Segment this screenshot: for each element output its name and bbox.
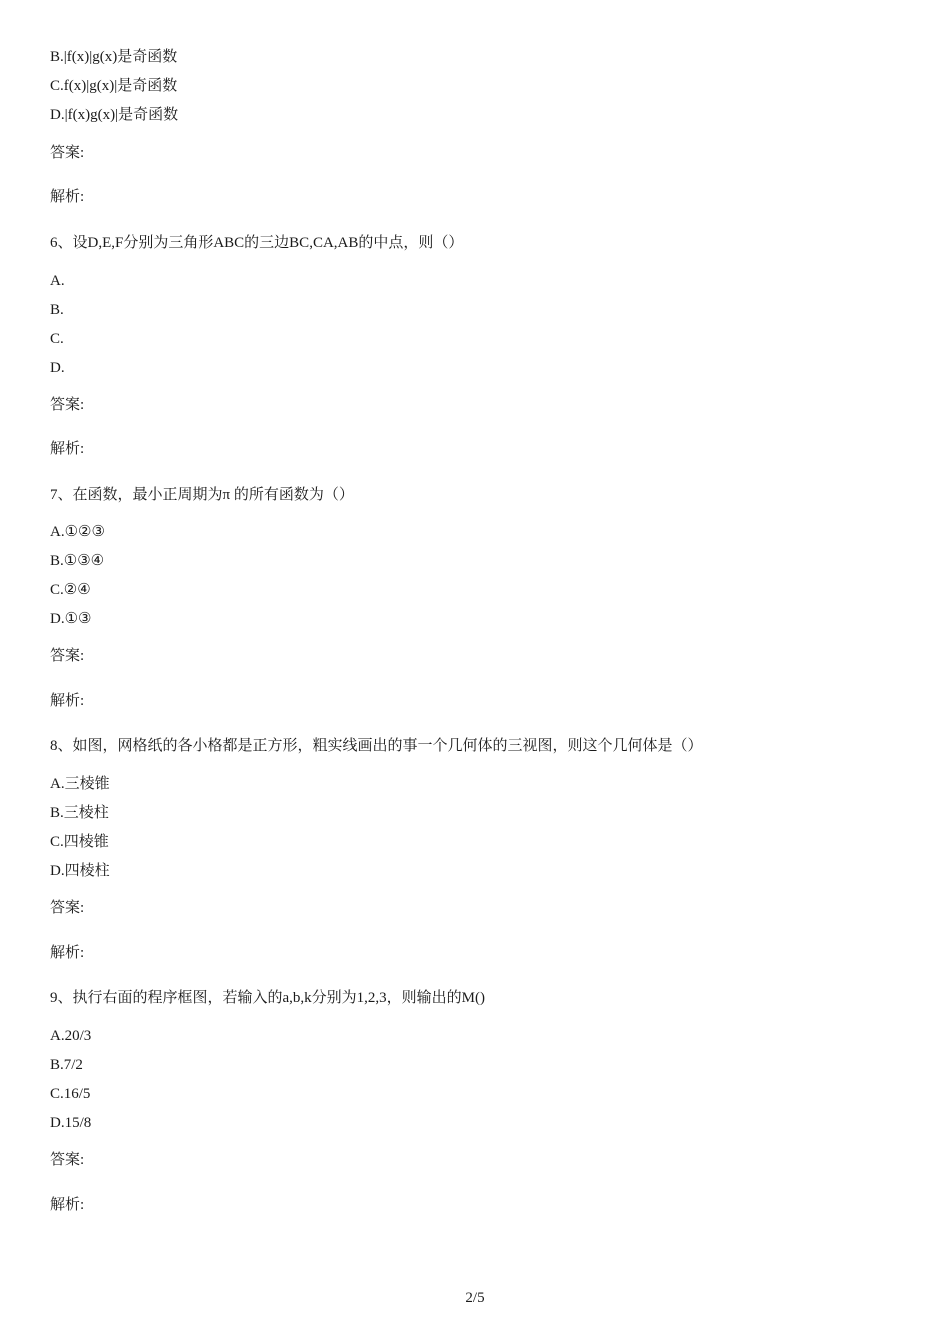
option-c: C.16/5 (50, 1086, 91, 1102)
question-stem-9: 9、执行右面的程序框图，若输入的a,b,k分别为1,2,3，则输出的M() (50, 990, 485, 1006)
option-a: A.20/3 (50, 1028, 92, 1044)
answer-label: 答案: (50, 1152, 85, 1168)
analysis-label: 解析: (50, 441, 85, 457)
option-b: B.①③④ (50, 553, 105, 569)
option-c: C.f(x)|g(x)|是奇函数 (50, 78, 178, 94)
question-stem-8: 8、如图，网格纸的各小格都是正方形，粗实线画出的事一个几何体的三视图，则这个几何体是（） (50, 738, 703, 754)
option-b: B. (50, 302, 64, 318)
option-b: B.7/2 (50, 1057, 83, 1073)
analysis-label: 解析: (50, 945, 85, 961)
answer-label: 答案: (50, 397, 85, 413)
option-c: C. (50, 331, 64, 347)
option-d: D. (50, 360, 65, 376)
answer-label: 答案: (50, 900, 85, 916)
option-d: D.四棱柱 (50, 863, 110, 879)
option-a: A.三棱锥 (50, 776, 110, 792)
option-a: A.①②③ (50, 524, 105, 540)
option-a: A. (50, 273, 65, 289)
option-b: B.三棱柱 (50, 805, 109, 821)
analysis-label: 解析: (50, 693, 85, 709)
page-number: 2/5 (465, 1290, 485, 1306)
option-d: D.15/8 (50, 1115, 92, 1131)
option-d: D.|f(x)g(x)|是奇函数 (50, 107, 179, 123)
analysis-label: 解析: (50, 189, 85, 205)
answer-label: 答案: (50, 648, 85, 664)
option-c: C.四棱锥 (50, 834, 109, 850)
answer-label: 答案: (50, 145, 85, 161)
option-c: C.②④ (50, 582, 91, 598)
option-b: B.|f(x)|g(x)是奇函数 (50, 49, 178, 65)
question-stem-6: 6、设D,E,F分别为三角形ABC的三边BC,CA,AB的中点，则（） (50, 235, 464, 251)
question-stem-7: 7、在函数，最小正周期为π 的所有函数为（） (50, 487, 354, 503)
analysis-label: 解析: (50, 1197, 85, 1213)
option-d: D.①③ (50, 611, 92, 627)
